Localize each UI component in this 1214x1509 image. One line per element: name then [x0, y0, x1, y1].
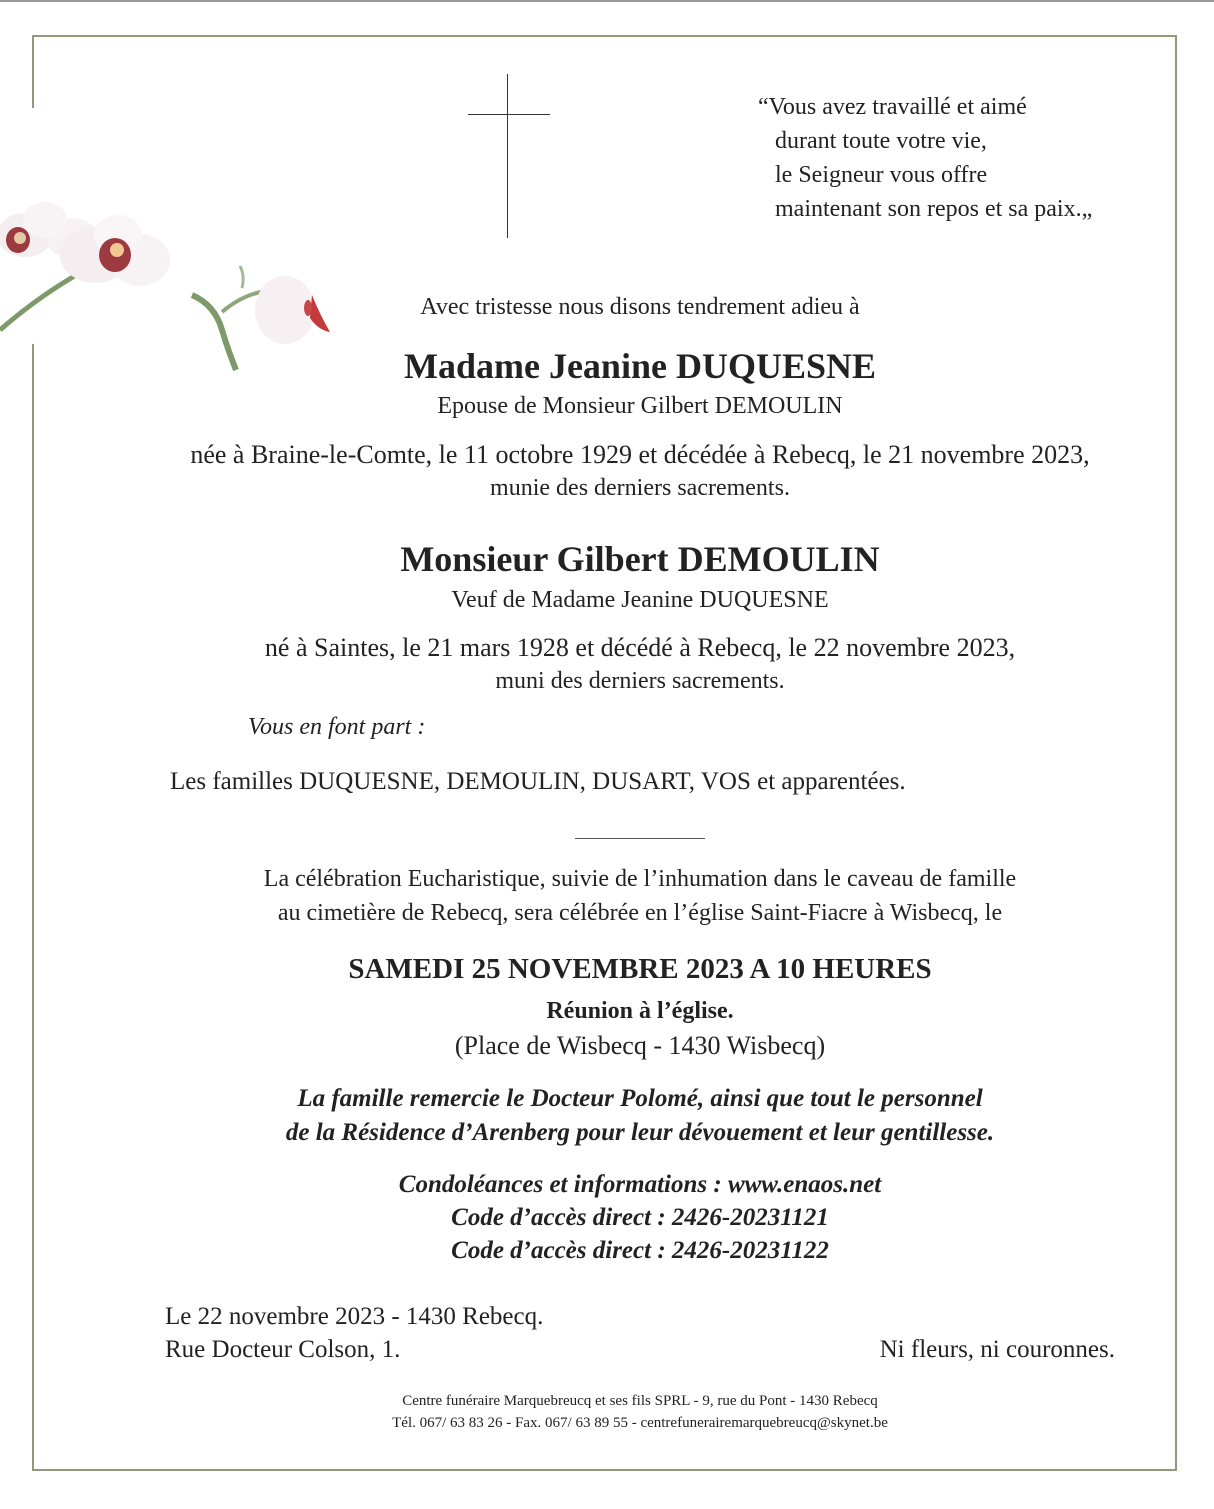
announcement-label: Vous en font part : — [248, 714, 426, 740]
deceased1-sacraments: munie des derniers sacrements. — [490, 475, 790, 501]
quote-line-4: maintenant son repos et sa paix.„ — [775, 196, 1093, 222]
ceremony-line-2: au cimetière de Rebecq, sera célébrée en l’église Saint-Fiacre à Wisbecq, le — [277, 900, 1003, 926]
quote-line-3: le Seigneur vous offre — [775, 162, 988, 188]
ceremony-line-1: La célébration Eucharistique, suivie de l’inhumation dans le caveau de famille — [263, 866, 1017, 892]
deceased1-birth-death: née à Braine-le-Comte, le 11 octobre 1929 et décédée à Rebecq, le 21 novembre 2023, — [190, 440, 1090, 469]
cross-icon-horizontal — [468, 114, 550, 115]
deceased2-sacraments: muni des derniers sacrements. — [495, 668, 785, 694]
thanks-line-2: de la Résidence d’Arenberg pour leur dévouement et leur gentillesse. — [285, 1119, 995, 1146]
access-code-1: Code d’accès direct : 2426-20231121 — [451, 1204, 829, 1231]
quote-line-2: durant toute votre vie, — [775, 128, 987, 154]
intro-text: Avec tristesse nous disons tendrement adieu à — [420, 294, 860, 320]
ceremony-date: SAMEDI 25 NOVEMBRE 2023 A 10 HEURES — [348, 953, 932, 985]
footer-contact: Tél. 067/ 63 83 26 - Fax. 067/ 63 89 55 - centrefunerairemarquebreucq@skynet.be — [392, 1415, 888, 1431]
closing-address: Rue Docteur Colson, 1. — [165, 1336, 401, 1363]
thanks-line-1: La famille remercie le Docteur Polomé, ainsi que tout le personnel — [297, 1085, 983, 1112]
top-rule — [0, 0, 1214, 2]
condolences-line: Condoléances et informations : www.enaos.net — [398, 1171, 882, 1198]
quote-line-1: “Vous avez travaillé et aimé — [758, 94, 1027, 120]
closing-date-place: Le 22 novembre 2023 - 1430 Rebecq. — [165, 1303, 544, 1330]
cross-icon-vertical — [507, 74, 508, 238]
ceremony-place: (Place de Wisbecq - 1430 Wisbecq) — [454, 1031, 826, 1060]
footer-company: Centre funéraire Marquebreucq et ses fils SPRL - 9, rue du Pont - 1430 Rebecq — [402, 1393, 878, 1409]
deceased2-spouse: Veuf de Madame Jeanine DUQUESNE — [451, 587, 829, 613]
deceased1-spouse: Epouse de Monsieur Gilbert DEMOULIN — [437, 393, 843, 419]
families-list: Les familles DUQUESNE, DEMOULIN, DUSART, VOS et apparentées. — [170, 768, 906, 795]
deceased2-birth-death: né à Saintes, le 21 mars 1928 et décédé à Rebecq, le 22 novembre 2023, — [264, 633, 1016, 662]
quote-block — [758, 90, 1092, 226]
deceased2-name: Monsieur Gilbert DEMOULIN — [400, 539, 880, 579]
no-flowers-note: Ni fleurs, ni couronnes. — [879, 1336, 1115, 1363]
ceremony-meeting: Réunion à l’église. — [546, 998, 734, 1024]
deceased1-name: Madame Jeanine DUQUESNE — [403, 346, 876, 386]
access-code-2: Code d’accès direct : 2426-20231122 — [451, 1237, 829, 1264]
section-divider — [575, 838, 705, 839]
